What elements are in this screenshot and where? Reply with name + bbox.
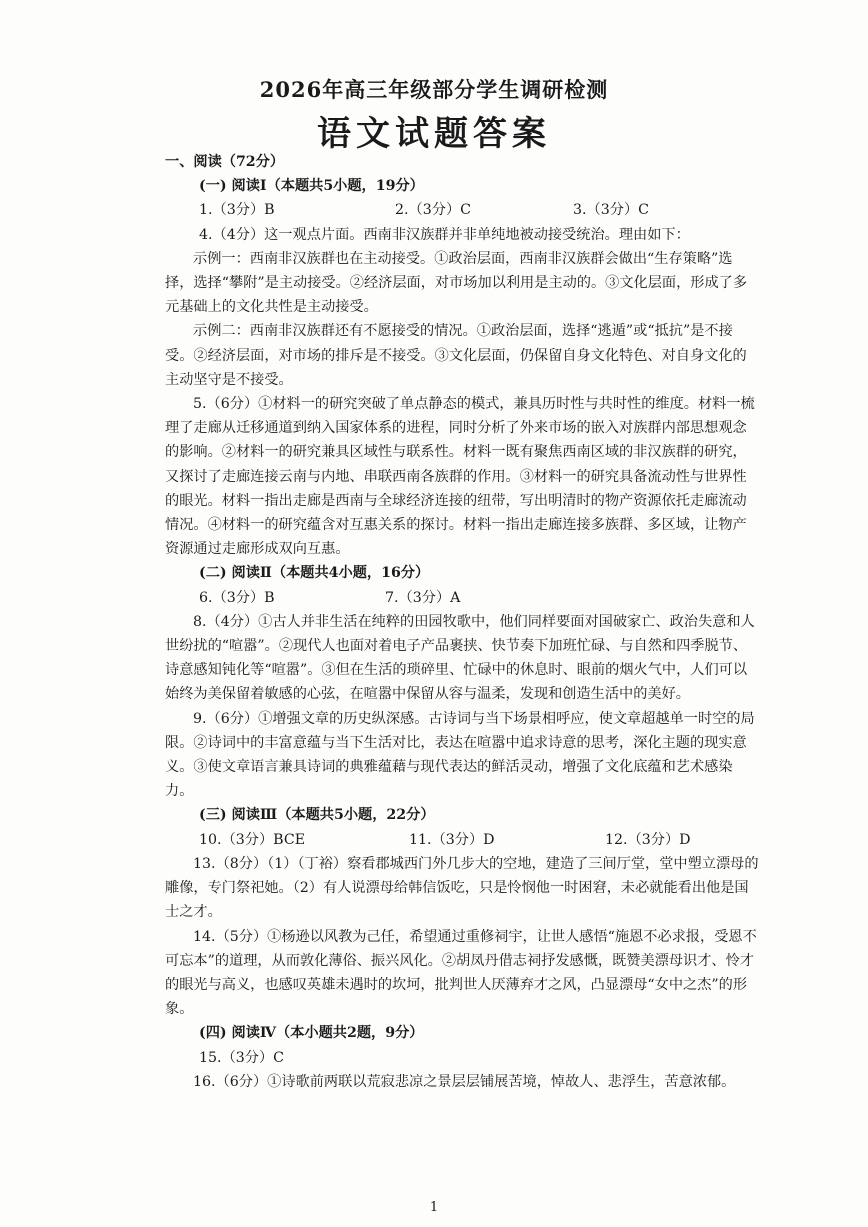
answer-content	[165, 150, 760, 1094]
answer-q15: 15.（3分）C	[199, 1049, 285, 1066]
answer-q16: 16.（6分）①诗歌前两联以荒寂悲凉之景层层铺展苦境，悼故人、悲浮生，苦意浓郁。	[193, 1073, 736, 1090]
answer-q12: 12.（3分）D	[605, 831, 691, 848]
answer-q10: 10.（3分）BCE	[199, 831, 306, 848]
answer-q2: 2.（3分）C	[395, 202, 471, 219]
subsection-heading-reading-2: (二) 阅读Ⅱ（本题共4小题，16分）	[199, 565, 430, 582]
answer-q14: 14.（5分）①杨逊以风教为己任，希望通过重修祠宇，让世人感悟“施恩不必求报，受恩不可忘本”的道理，从而敦化薄俗、振兴风化。②胡凤丹借志祠抒发感慨，既赞美漂母识才、怜才的眼光与高义，也感叹英雄未遇时的坎坷，批判世人厌薄弃才之风，凸显漂母“女中之杰”的形象。	[165, 928, 757, 1018]
section-heading-reading: 一、阅读（72分）	[165, 154, 285, 170]
page-number: 1	[429, 1200, 439, 1215]
answer-q4: 4.（4分）这一观点片面。西南非汉族群并非单纯地被动接受统治。理由如下：	[199, 226, 690, 243]
answer-q5: 5.（6分）①材料一的研究突破了单点静态的模式，兼具历时性与共时性的维度。材料一梳理了走廊从迁移通道到纳入国家体系的进程，同时分析了外来市场的嵌入对族群内部思想观念的影响。②材料一的研究兼具区域性与联系性。材料一既有聚焦西南区域的非汉族群的研究，又探讨了走廊连接云南与内地、串联西南各族群的作用。③材料一的研究具备流动性与世界性的眼光。材料一指出走廊是西南与全球经济连接的纽带，写出明清时的物产资源依托走廊流动情况。④材料一的研究蕴含对互惠关系的探讨。材料一指出走廊连接多族群、多区域，让物产资源通过走廊形成双向互惠。	[165, 396, 755, 558]
answer-row-q6-q7	[165, 586, 760, 610]
answer-q4-example-1: 示例一：西南非汉族群也在主动接受。①政治层面，西南非汉族群会做出“生存策略”选择，选择“攀附”是主动接受。②经济层面，对市场加以利用是主动的。③文化层面，形成了多元基础上的文化共性是主动接受。	[165, 250, 748, 316]
answer-q7: 7.（3分）A	[385, 589, 461, 606]
answer-q8: 8.（4分）①古人并非生活在纯粹的田园牧歌中，他们同样要面对国破家亡、政治失意和人世纷扰的“喧嚣”。②现代人也面对着电子产品裹挟、快节奏下加班忙碌、与自然和四季脱节、诗意感知钝化等“喧嚣”。③但在生活的琐碎里、忙碌中的休息时、眼前的烟火气中，人们可以始终为美保留着敏感的心弦，在喧嚣中保留从容与温柔，发现和创造生活中的美好。	[165, 613, 755, 703]
answer-q3: 3.（3分）C	[573, 202, 649, 219]
answer-q6: 6.（3分）B	[199, 589, 275, 606]
subsection-heading-reading-1: (一) 阅读Ⅰ（本题共5小题，19分）	[199, 178, 424, 195]
exam-title: 2026年高三年级部分学生调研检测	[259, 77, 609, 102]
answer-q1: 1.（3分）B	[199, 202, 275, 219]
answer-row-q10-q12	[165, 828, 760, 852]
answer-q13: 13.（8分）（1）（丁裕）察看郡城西门外几步大的空地，建造了三间厅堂，堂中塑立漂母的雕像，专门祭祀她。（2）有人说漂母给韩信饭吃，只是怜悯他一时困窘，未必就能看出他是国士之才。	[165, 855, 759, 921]
subsection-heading-reading-3: (三) 阅读Ⅲ（本题共5小题，22分）	[199, 807, 435, 824]
answer-q9: 9.（6分）①增强文章的历史纵深感。古诗词与当下场景相呼应，使文章超越单一时空的局限。②诗词中的丰富意蕴与当下生活对比，表达在喧嚣中追求诗意的思考，深化主题的现实意义。③使文章语言兼具诗词的典雅蕴藉与现代表达的鲜活灵动，增强了文化底蕴和艺术感染力。	[165, 710, 755, 800]
answer-row-q1-q3	[165, 198, 760, 222]
answer-q11: 11.（3分）D	[409, 831, 495, 848]
subsection-heading-reading-4: (四) 阅读Ⅳ（本小题共2题，9分）	[199, 1025, 424, 1042]
document-title: 语文试题答案	[317, 114, 551, 154]
answer-q4-example-2: 示例二：西南非汉族群还有不愿接受的情况。①政治层面，选择“逃遁”或“抵抗”是不接受。②经济层面，对市场的排斥是不接受。③文化层面，仍保留自身文化特色、对自身文化的主动坚守是不接受。	[165, 323, 747, 388]
